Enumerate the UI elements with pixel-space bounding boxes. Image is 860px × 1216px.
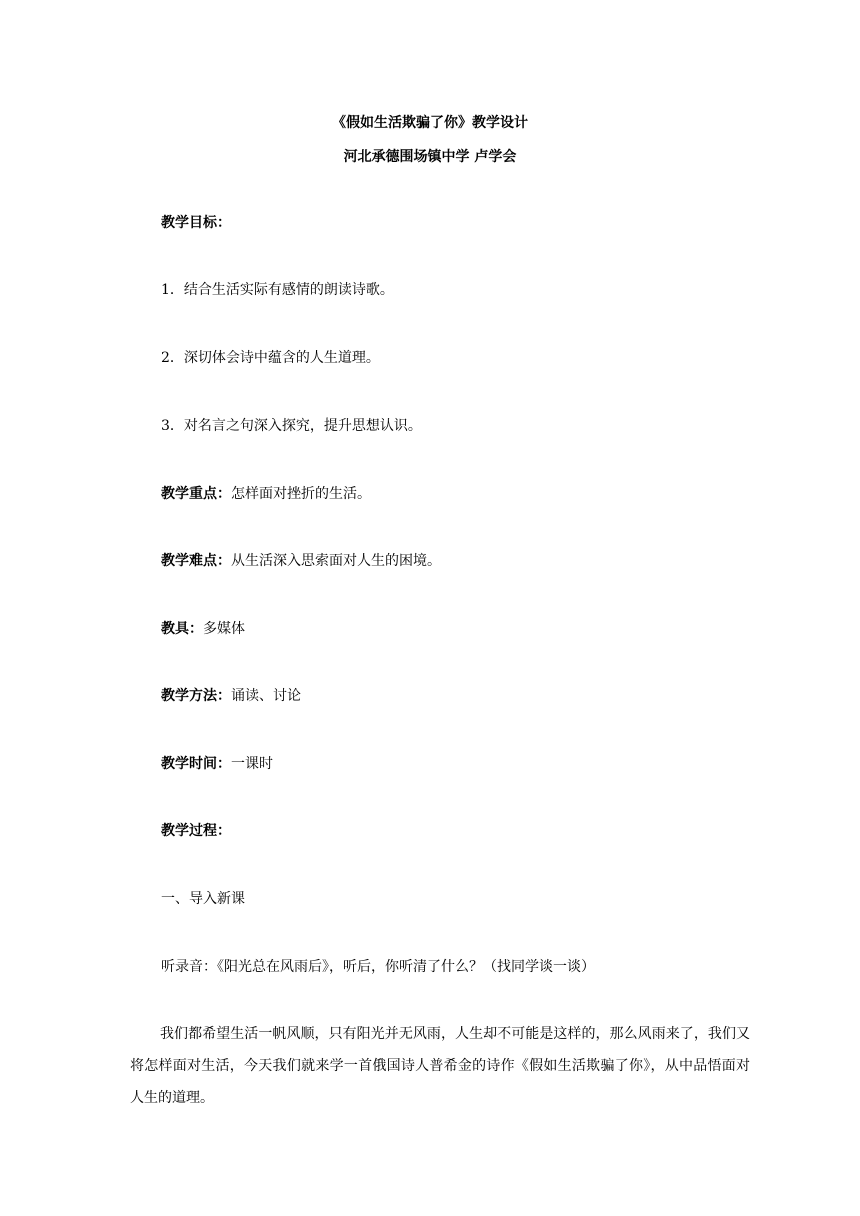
key-point-label: 教学重点：: [161, 486, 231, 502]
listen-paragraph: 听录音：《阳光总在风雨后》，听后，你听清了什么？（找同学谈一谈）: [161, 959, 595, 975]
key-point-text: 怎样面对挫折的生活。: [231, 486, 371, 502]
process-heading: [161, 821, 750, 841]
time: [161, 754, 750, 774]
objectives-label: 教学目标：: [161, 215, 231, 231]
method-label: 教学方法：: [161, 688, 231, 704]
method: [161, 686, 750, 706]
tools-text: 多媒体: [203, 621, 245, 637]
difficulty-text: 从生活深入思索面对人生的困境。: [231, 553, 441, 569]
difficulty-label: 教学难点：: [161, 553, 231, 569]
objective-item: 3．对名言之句深入探究，提升思想认识。: [161, 418, 422, 434]
time-label: 教学时间：: [161, 756, 231, 772]
author-line: 河北承德围场镇中学 卢学会: [343, 149, 517, 165]
tools: [161, 619, 750, 639]
objective-item: 1．结合生活实际有感情的朗读诗歌。: [161, 282, 394, 298]
intro-paragraph: 我们都希望生活一帆风顺，只有阳光并无风雨，人生却不可能是这样的，那么风雨来了，我们又将怎样面对生活，今天我们就来学一首俄国诗人普希金的诗作《假如生活欺骗了你》，从中品悟面对人生的道理。: [130, 1026, 750, 1106]
key-point: [161, 484, 750, 504]
objectives-heading: [161, 213, 750, 233]
difficulty: [161, 551, 750, 571]
method-text: 诵读、讨论: [231, 688, 301, 704]
tools-label: 教具：: [161, 621, 203, 637]
section-heading: 一、导入新课: [161, 891, 245, 907]
objective-item: 2．深切体会诗中蕴含的人生道理。: [161, 350, 380, 366]
document-title: 《假如生活欺骗了你》教学设计: [332, 115, 528, 131]
process-label: 教学过程：: [161, 823, 231, 839]
time-text: 一课时: [231, 756, 273, 772]
